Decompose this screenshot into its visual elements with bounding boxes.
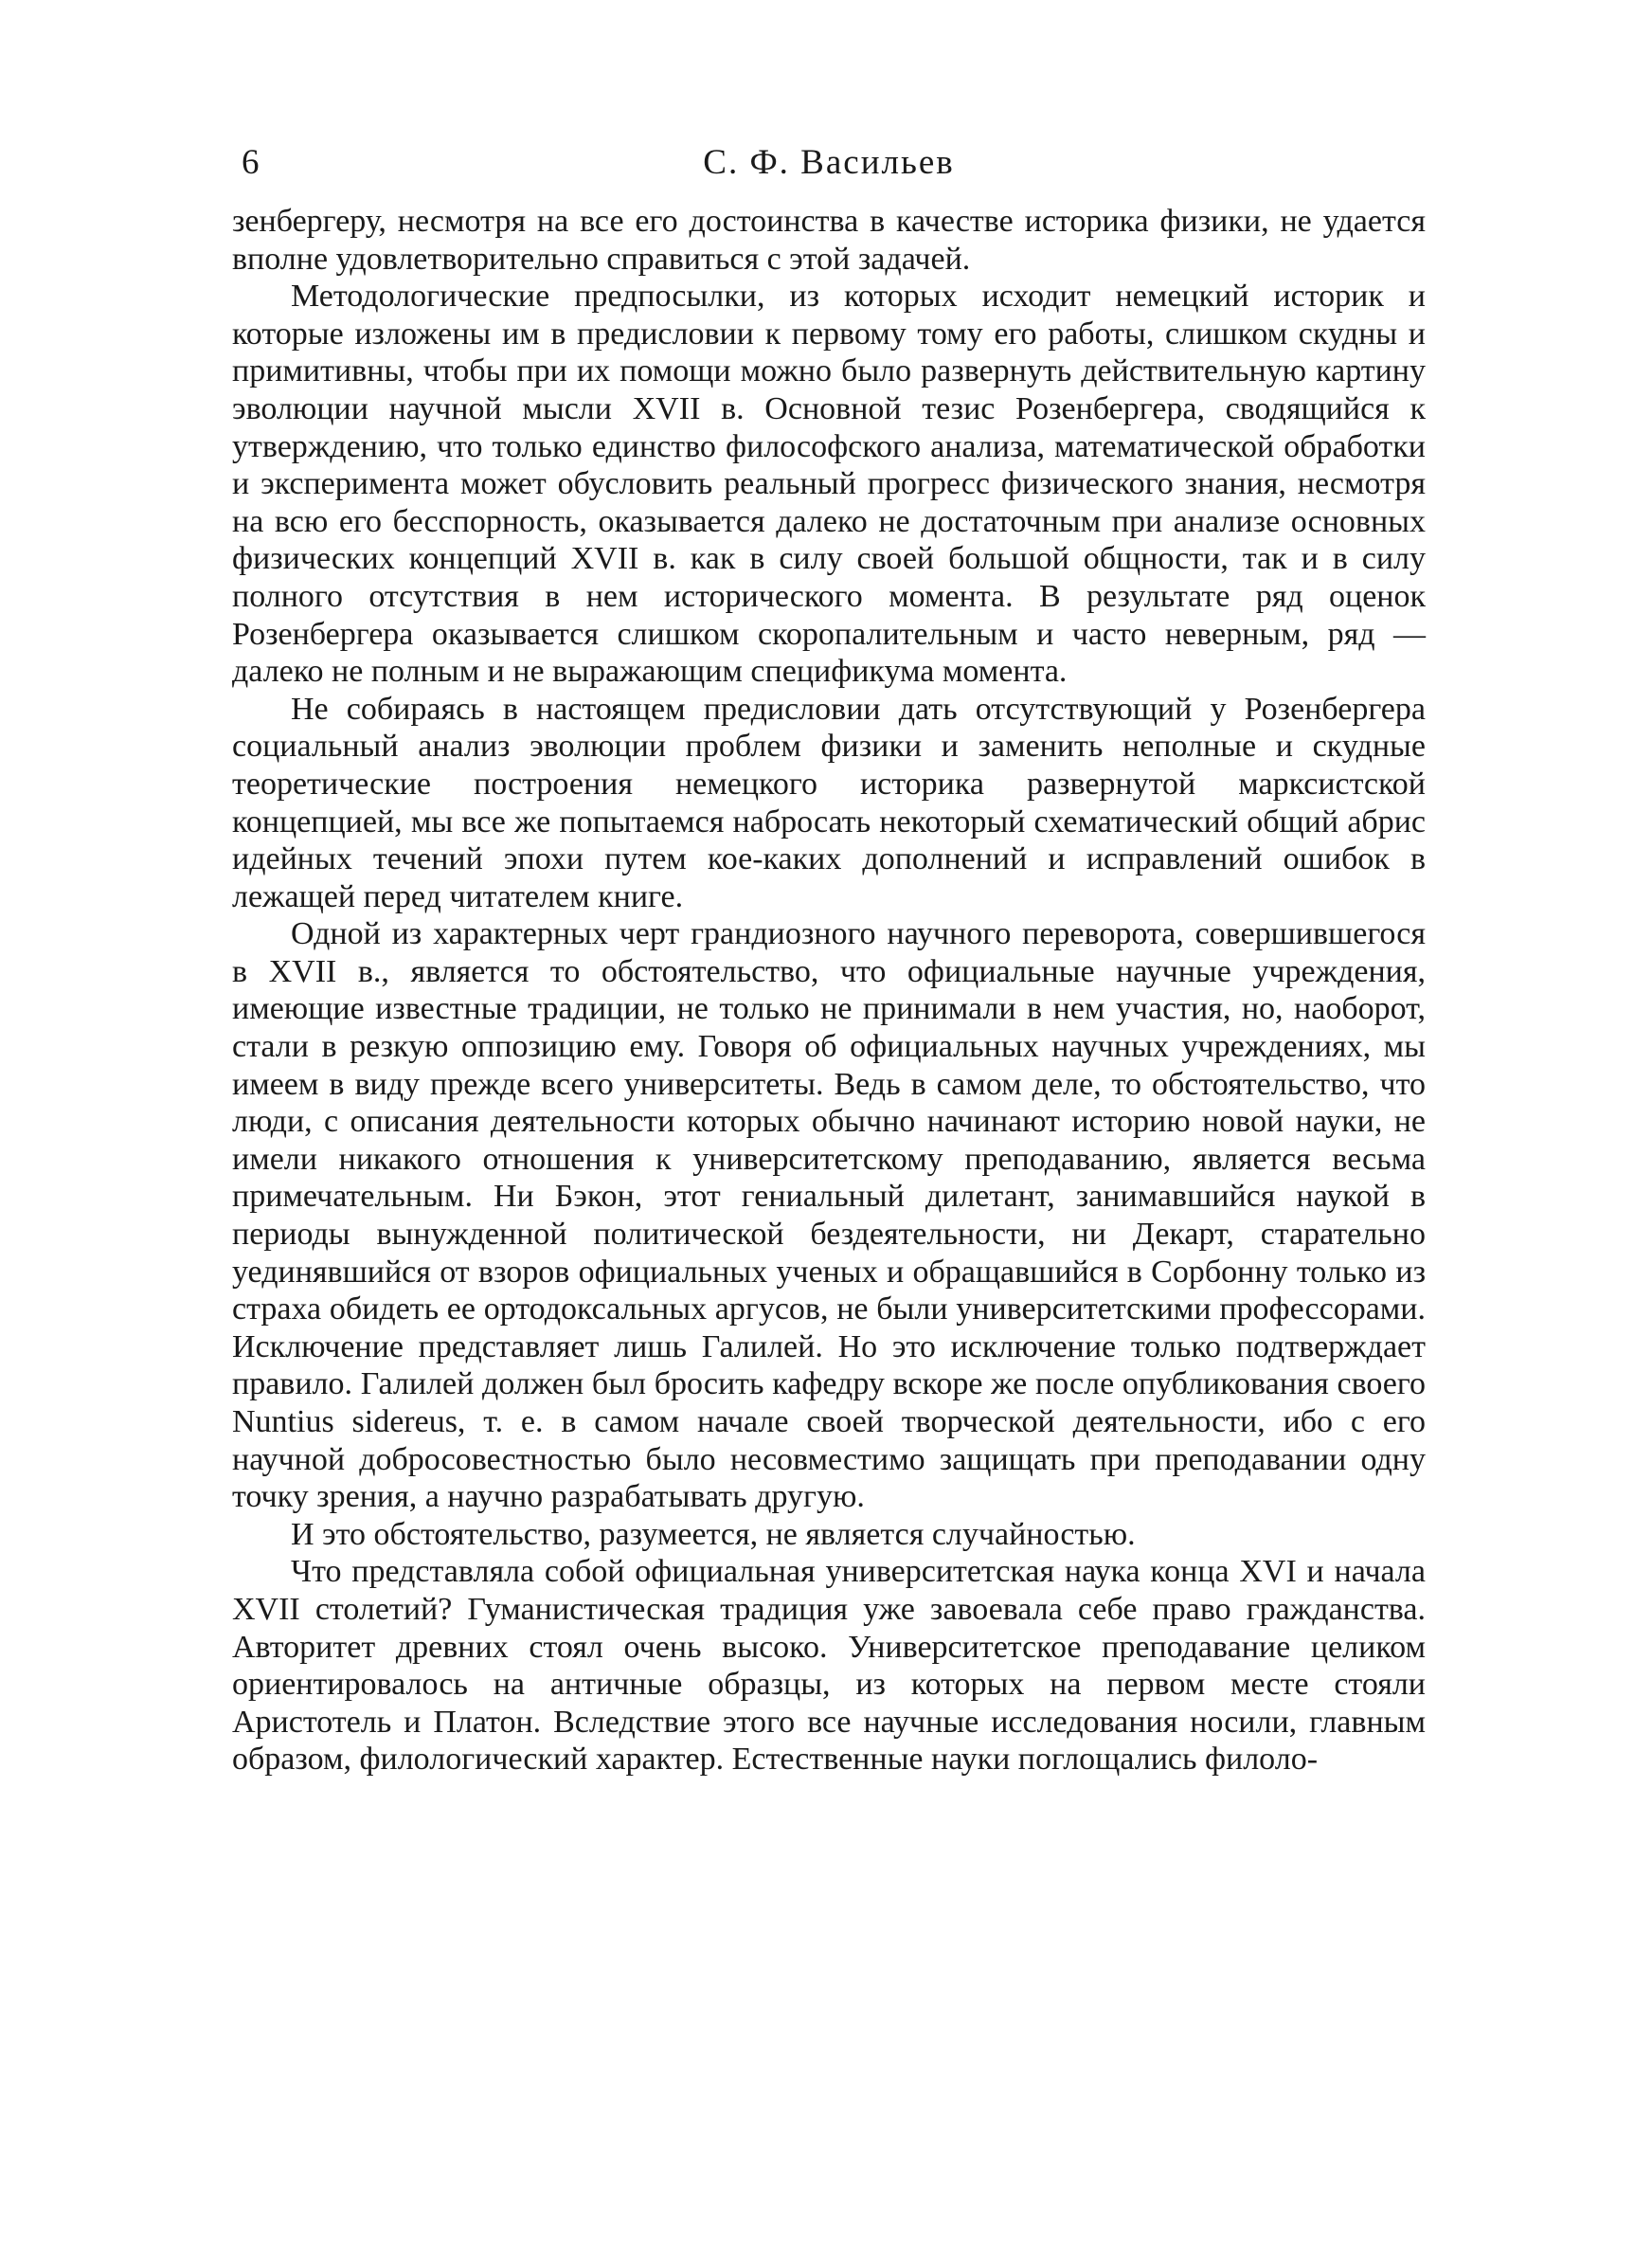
page-header bbox=[232, 133, 1426, 190]
paragraph: И это обстоятельство, разумеется, не является случайностью. bbox=[291, 1516, 1136, 1552]
paragraph: Что представляла собой официальная университетская наука конца XVI и начала XVII столетий? Гуманистическая традиция уже завоевала себе право гражданства. Авторитет древних стоял очень высоко. Университетское преподавание целиком ориентировалось на античные образцы, из которых на первом месте стояли Аристотель и Платон. Вследствие этого все научные исследования носили, главным образом, филологический характер. Естественные науки поглощались филоло- bbox=[232, 1554, 1426, 1778]
paragraph: Одной из характерных черт грандиозного научного переворота, совершившегося в XVII в., является то обстоятельство, что официальные научные учреждения, имеющие известные традиции, не только не принимали в нем участия, но, наоборот, стали в резкую оппозицию ему. Говоря об официальных научных учреждениях, мы имеем в виду прежде всего университеты. Ведь в самом деле, то обстоятельство, что люди, с описания деятельности которых обычно начинают историю новой науки, не имели никакого отношения к университетскому преподаванию, является весьма примечательным. Ни Бэкон, этот гениальный дилетант, занимавшийся наукой в периоды вынужденной политической бездеятельности, ни Декарт, старательно уединявшийся от взоров официальных ученых и обращавшийся в Сорбонну только из страха обидеть ее ортодоксальных аргусов, не были университетскими профессорами. Исключение представляет лишь Галилей. Но это исключение только подтверждает правило. Галилей должен был бросить кафедру вскоре же после опубликования своего Nuntius sidereus, т. е. в самом начале своей творческой деятельности, ибо с его научной добросовестностью было несовместимо защищать при преподавании одну точку зрения, а научно разрабатывать другую. bbox=[232, 916, 1426, 1515]
paragraph-continued: зенбергеру, несмотря на все его достоинства в качестве историка физики, не удается вполне удовлетворительно справиться с этой задачей. bbox=[232, 204, 1426, 277]
paragraph: Не собираясь в настоящем предисловии дать отсутствующий у Розенбергера социальный анализ эволюции проблем физики и заменить неполные и скудные теоретические построения немецкого историка развернутой марксистской концепцией, мы все же попытаемся набросать некоторый схематический общий абрис идейных течений эпохи путем кое-каких дополнений и исправлений ошибок в лежащей перед читателем книге. bbox=[232, 691, 1426, 914]
running-title: С. Ф. Васильев bbox=[703, 143, 955, 182]
document-page bbox=[232, 133, 1426, 1779]
body-text bbox=[232, 203, 1426, 1779]
paragraph: Методологические предпосылки, из которых исходит немецкий историк и которые изложены им в предисловии к первому тому его работы, слишком скудны и примитивны, чтобы при их помощи можно было развернуть действительную картину эволюции научной мысли XVII в. Основной тезис Розенбергера, сводящийся к утверждению, что только единство философского анализа, математической обработки и эксперимента может обусловить реальный прогресс физического знания, несмотря на всю его бесспорность, оказывается далеко не достаточным при анализе основных физических концепций XVII в. как в силу своей большой общности, так и в силу полного отсутствия в нем исторического момента. В результате ряд оценок Розенбергера оказывается слишком скоропалительным и часто неверным, ряд — далеко не полным и не выражающим спецификума момента. bbox=[232, 279, 1426, 690]
page-number: 6 bbox=[242, 143, 260, 182]
